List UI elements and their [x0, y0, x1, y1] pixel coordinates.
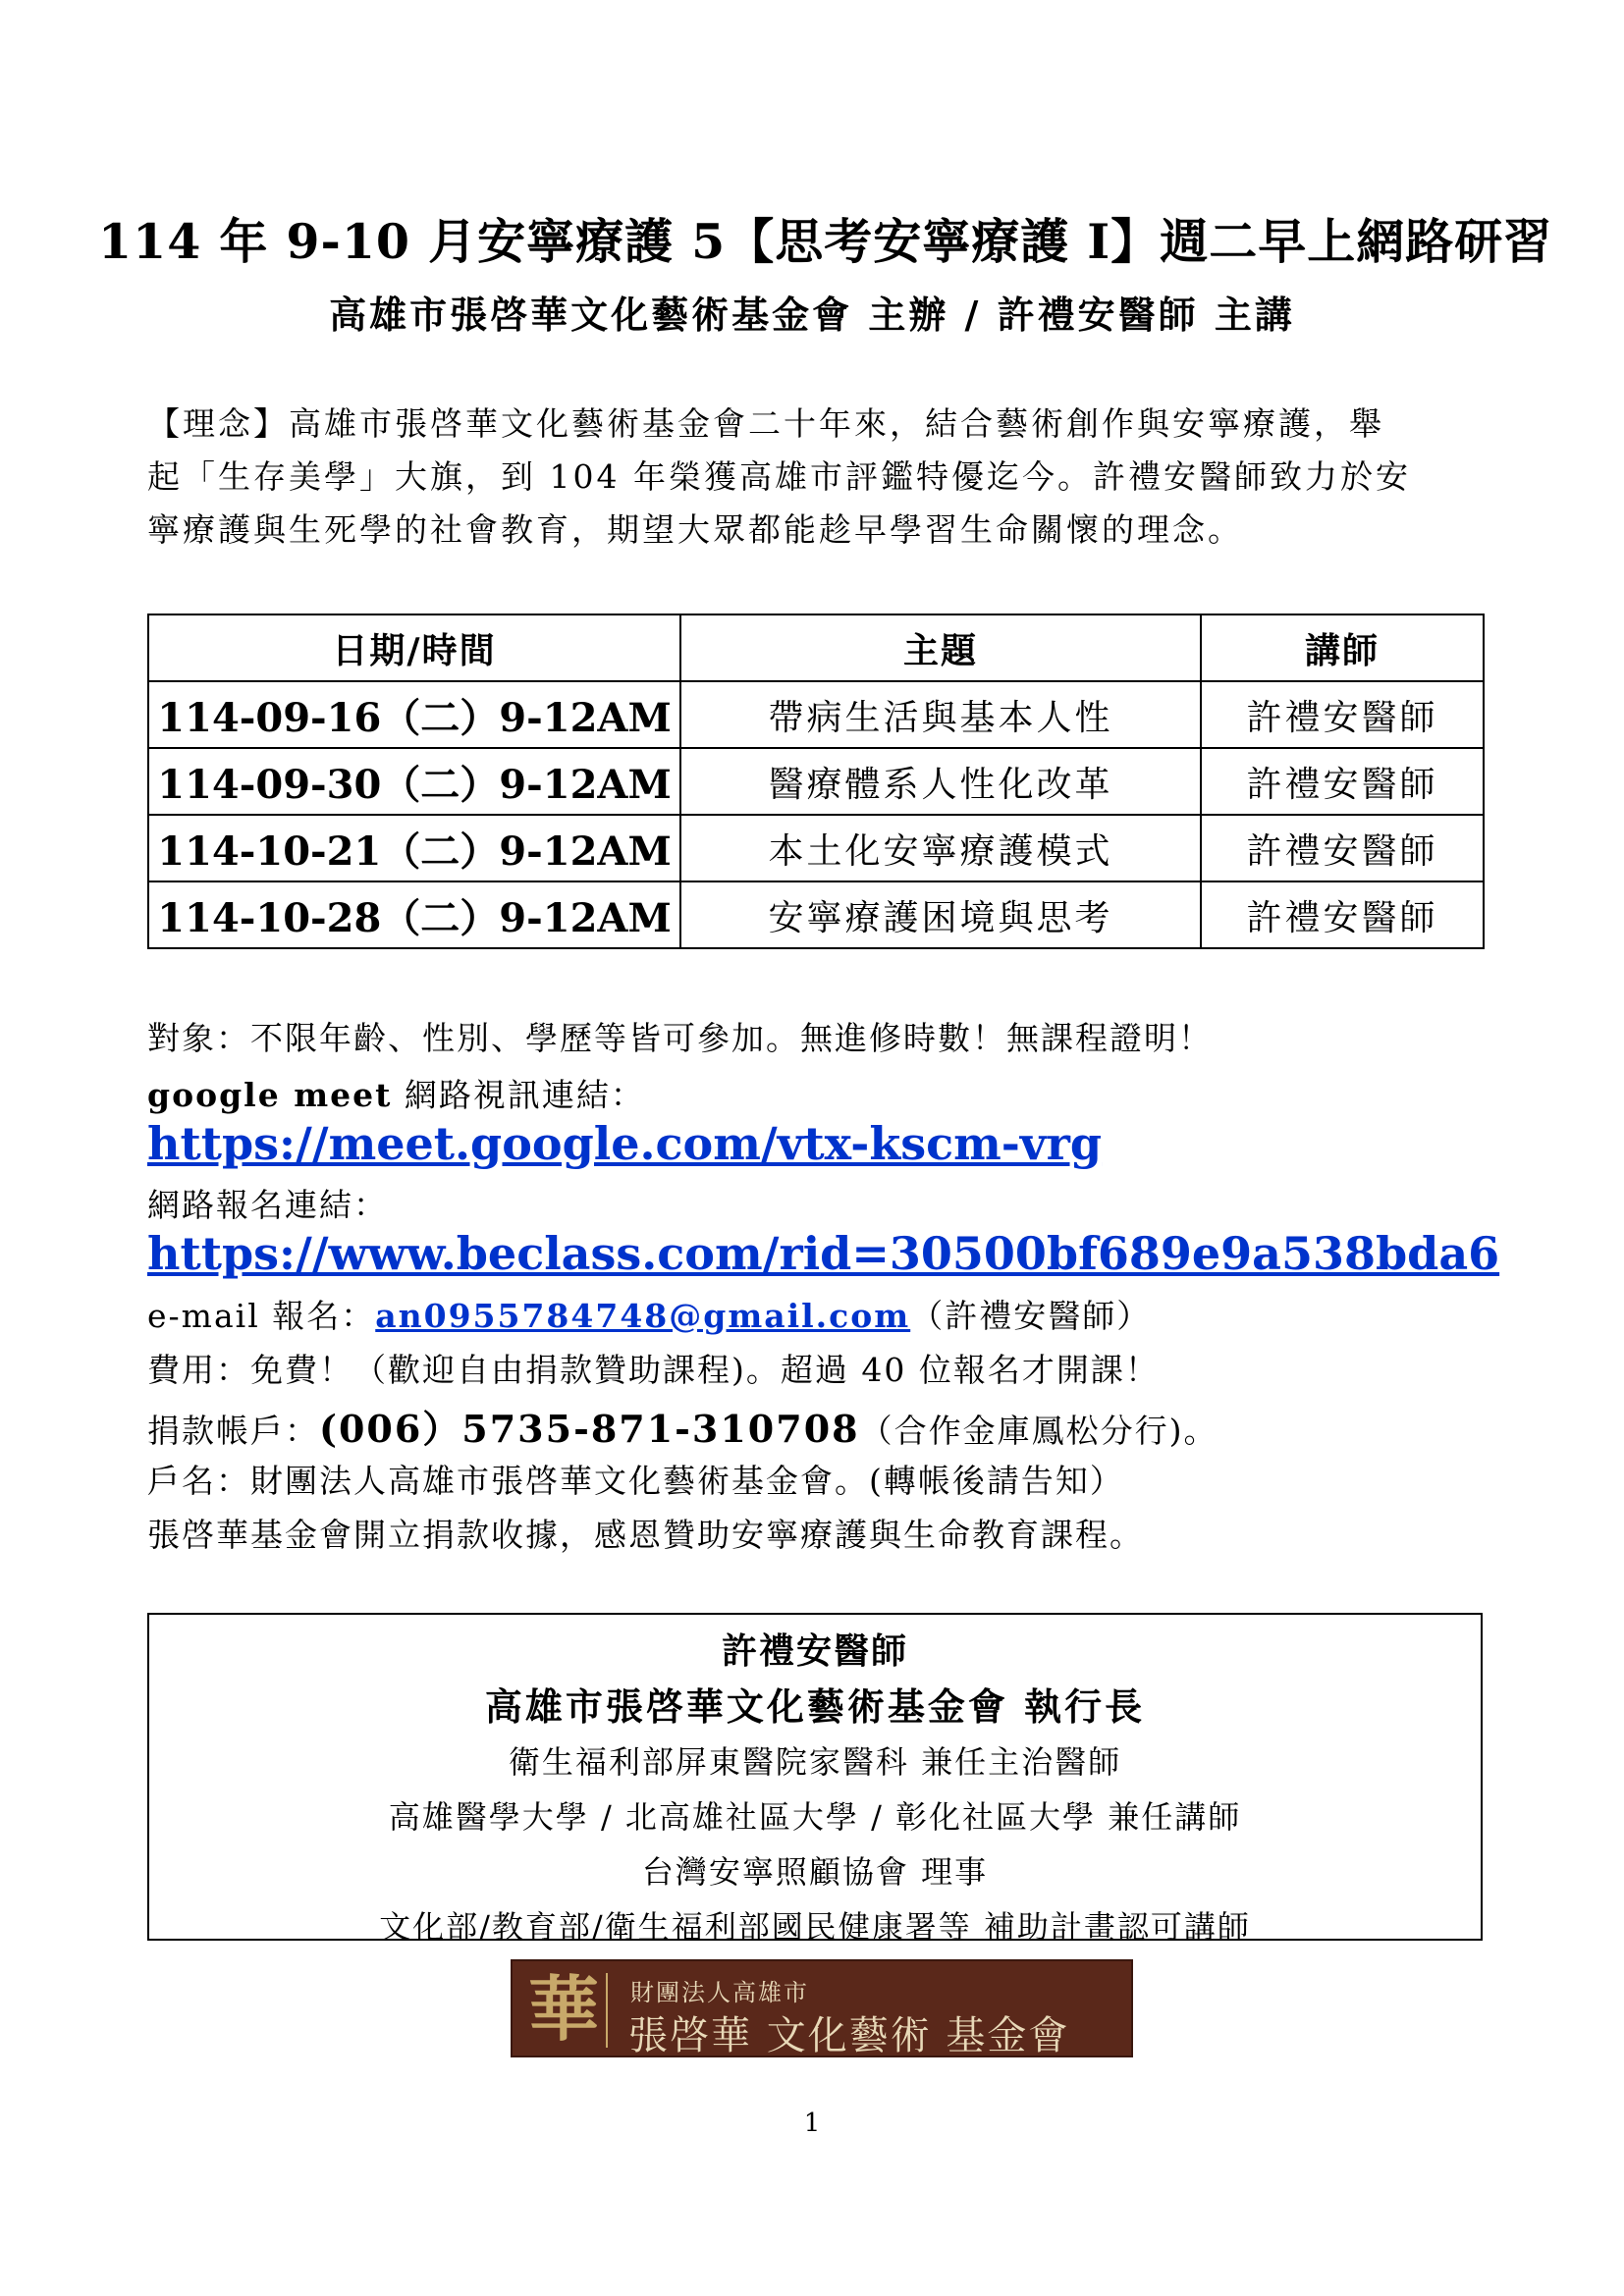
- meet-label-text: 網路視訊連結：: [392, 1076, 645, 1114]
- concept-paragraph: [147, 398, 1483, 557]
- receipt-text: 張啓華基金會開立捐款收據，感恩贊助安寧療護與生命教育課程。: [147, 1516, 1144, 1554]
- table-row: [148, 681, 1484, 748]
- meet-label: [147, 1070, 1522, 1116]
- concept-line: 寧療護與生死學的社會教育，期望大眾都能趁早學習生命關懷的理念。: [147, 510, 1243, 549]
- account-line: [147, 1399, 1522, 1453]
- register-label: 網路報名連結：: [147, 1186, 388, 1224]
- concept-line: 起「生存美學」大旗，到 104 年榮獲高雄市評鑑特優迄今。許禮安醫師致力於安: [147, 457, 1411, 496]
- cell-lecturer: 許禮安醫師: [1201, 815, 1484, 881]
- profile-line: 高雄醫學大學 / 北高雄社區大學 / 彰化社區大學 兼任講師: [388, 1798, 1242, 1836]
- profile-line: 台灣安寧照顧協會 理事: [641, 1853, 989, 1891]
- register-link[interactable]: https://www.beclass.com/rid=30500bf689e9a538bda6: [147, 1227, 1500, 1280]
- email-label: e-mail 報名：: [147, 1297, 376, 1335]
- cell-topic: 醫療體系人性化改革: [680, 748, 1201, 815]
- profile-role: 高雄市張啓華文化藝術基金會 執行長: [484, 1685, 1146, 1729]
- cell-date: 114-10-21（二）9-12AM: [148, 815, 680, 881]
- cell-lecturer: 許禮安醫師: [1201, 748, 1484, 815]
- account-label: 捐款帳戶：: [147, 1412, 319, 1450]
- table-row: [148, 881, 1484, 948]
- logo-mark-icon: 華: [528, 1967, 600, 2051]
- schedule-table: [147, 614, 1485, 949]
- header-date: 日期/時間: [148, 614, 680, 681]
- account-name: 戶名：財團法人高雄市張啓華文化藝術基金會。(轉帳後請告知）: [147, 1462, 1124, 1500]
- email-note: （許禮安醫師）: [910, 1297, 1152, 1335]
- logo-small-text: 財團法人高雄市: [630, 1979, 809, 2006]
- logo-divider: [606, 1973, 608, 2048]
- fee-text: 費用：免費！（歡迎自由捐款贊助課程)。超過 40 位報名才開課！: [147, 1351, 1160, 1389]
- logo-big-text: 張啓華 文化藝術 基金會: [628, 2013, 1070, 2058]
- document-subtitle: 高雄市張啓華文化藝術基金會 主辦 / 許禮安醫師 主講: [329, 294, 1295, 337]
- cell-date: 114-09-16（二）9-12AM: [148, 681, 680, 748]
- profile-line: 文化部/教育部/衛生福利部國民健康署等 補助計畫認可講師: [379, 1908, 1251, 1946]
- cell-date: 114-09-30（二）9-12AM: [148, 748, 680, 815]
- meet-prefix: google meet: [147, 1076, 393, 1114]
- profile-name: 許禮安醫師: [721, 1631, 908, 1672]
- cell-topic: 帶病生活與基本人性: [680, 681, 1201, 748]
- header-topic: 主題: [680, 614, 1201, 681]
- document-title: 114 年 9-10 月安寧療護 5【思考安寧療護 I】週二早上網路研習: [98, 213, 1553, 270]
- email-line: [147, 1291, 1522, 1337]
- lecturer-profile-box: [147, 1613, 1483, 1946]
- cell-date: 114-10-28（二）9-12AM: [148, 881, 680, 948]
- profile-line: 衛生福利部屏東醫院家醫科 兼任主治醫師: [508, 1743, 1122, 1781]
- cell-topic: 本土化安寧療護模式: [680, 815, 1201, 881]
- concept-line: 【理念】高雄市張啓華文化藝術基金會二十年來，結合藝術創作與安寧療護，舉: [147, 404, 1384, 443]
- header-lecturer: 講師: [1201, 614, 1484, 681]
- foundation-logo: [511, 1959, 1133, 2057]
- email-link[interactable]: an0955784748@gmail.com: [375, 1297, 911, 1335]
- cell-topic: 安寧療護困境與思考: [680, 881, 1201, 948]
- page-number: 1: [803, 2109, 821, 2138]
- account-number: (006）5735-871-310708: [319, 1407, 860, 1451]
- table-header-row: [148, 614, 1484, 681]
- account-bank: （合作金庫鳳松分行)。: [859, 1412, 1218, 1450]
- table-row: [148, 815, 1484, 881]
- audience-text: 對象：不限年齡、性別、學歷等皆可參加。無進修時數！無課程證明！: [147, 1019, 1213, 1057]
- meet-link[interactable]: https://meet.google.com/vtx-kscm-vrg: [147, 1117, 1103, 1170]
- table-row: [148, 748, 1484, 815]
- cell-lecturer: 許禮安醫師: [1201, 681, 1484, 748]
- cell-lecturer: 許禮安醫師: [1201, 881, 1484, 948]
